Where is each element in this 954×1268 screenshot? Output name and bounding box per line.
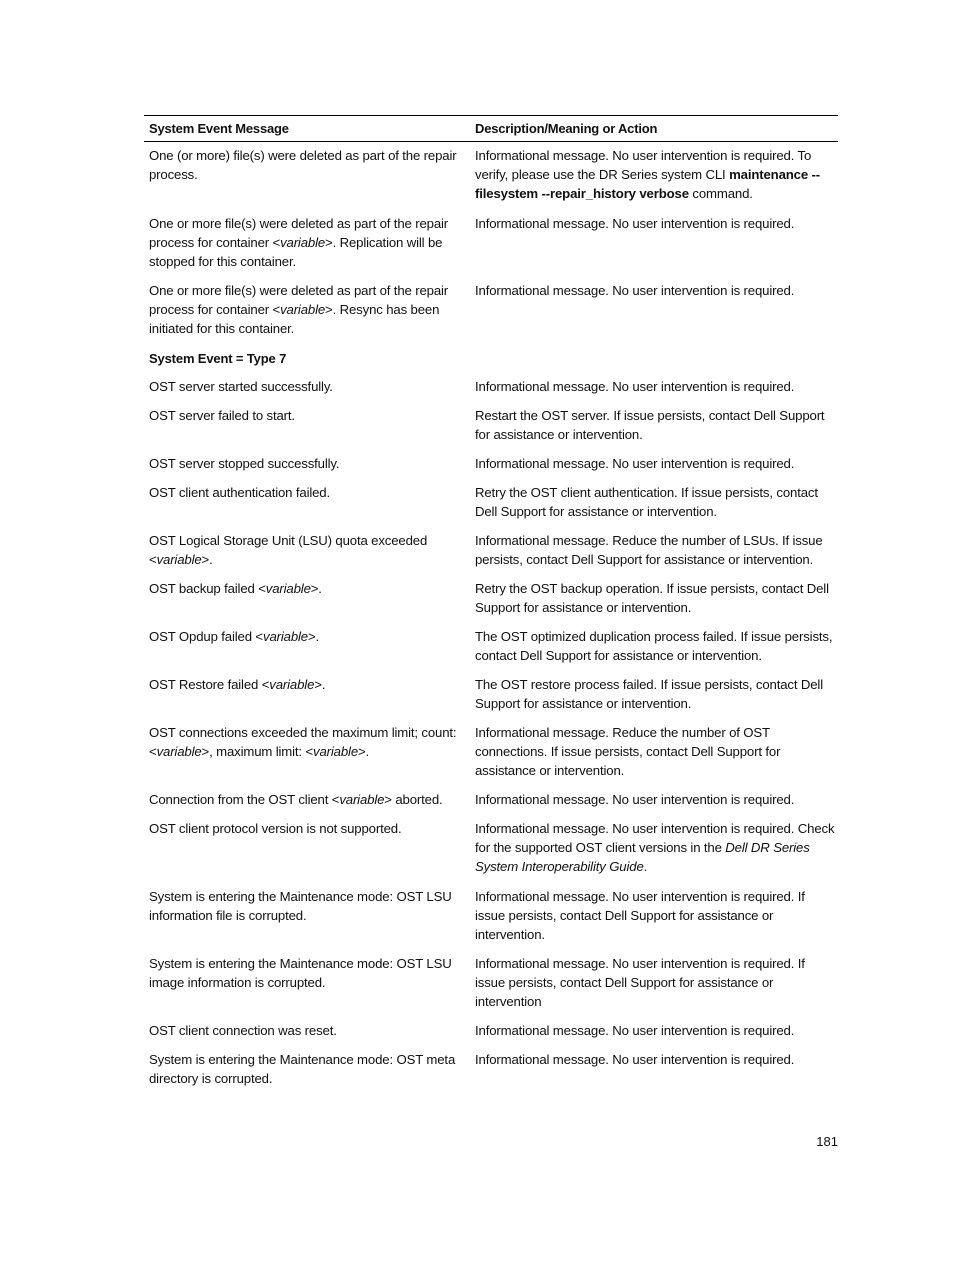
description-cell: The OST restore process failed. If issue persists, contact Dell Support for assistance or intervention. bbox=[475, 677, 823, 712]
message-cell: OST Logical Storage Unit (LSU) quota exceeded <variable>. bbox=[149, 533, 428, 568]
message-cell: OST connections exceeded the maximum limit; count: <variable>, maximum limit: <variable>. bbox=[149, 725, 457, 760]
description-cell: Retry the OST backup operation. If issue persists, contact Dell Support for assistance or intervention. bbox=[475, 581, 829, 616]
page-number: 181 bbox=[816, 1134, 838, 1149]
guide-title: Dell DR Series System Interoperability Guide bbox=[475, 840, 810, 875]
header-description: Description/Meaning or Action bbox=[475, 121, 658, 136]
message-cell: OST server started successfully. bbox=[149, 379, 333, 394]
description-cell: Informational message. No user intervention is required. bbox=[475, 1023, 795, 1038]
description-cell: Informational message. No user intervention is required. bbox=[475, 1052, 795, 1067]
message-cell: System is entering the Maintenance mode: OST meta directory is corrupted. bbox=[149, 1052, 456, 1087]
table-header bbox=[144, 116, 838, 142]
message-cell: OST client connection was reset. bbox=[149, 1023, 337, 1038]
message-cell: One or more file(s) were deleted as part of the repair process for container <variable>. Resync has been initiated for this container. bbox=[149, 283, 449, 337]
message-cell: OST server stopped successfully. bbox=[149, 456, 340, 471]
message-cell: OST Restore failed <variable>. bbox=[149, 677, 326, 692]
description-cell: Informational message. No user intervention is required. To verify, please use the DR Series system CLI maintenance --filesystem --repair_history verbose command. bbox=[475, 148, 821, 202]
description-cell: Informational message. Reduce the number of OST connections. If issue persists, contact Dell Support for assistance or intervention. bbox=[475, 725, 781, 779]
description-cell: Retry the OST client authentication. If issue persists, contact Dell Support for assistance or intervention. bbox=[475, 485, 818, 520]
message-cell: OST client authentication failed. bbox=[149, 485, 331, 500]
message-cell: OST server failed to start. bbox=[149, 408, 295, 423]
cli-command: maintenance --filesystem --repair_history verbose bbox=[475, 167, 821, 202]
header-system-event-message: System Event Message bbox=[149, 121, 289, 136]
message-cell: One or more file(s) were deleted as part of the repair process for container <variable>. Replication will be stopped for this container. bbox=[149, 216, 449, 270]
message-cell: System is entering the Maintenance mode: OST LSU image information is corrupted. bbox=[149, 956, 452, 991]
description-cell: Informational message. No user intervention is required. If issue persists, contact Dell Support for assistance or intervention. bbox=[475, 889, 805, 943]
description-cell: Informational message. No user intervention is required. bbox=[475, 456, 795, 471]
description-cell: Informational message. No user intervention is required. bbox=[475, 216, 795, 231]
description-cell: Informational message. No user intervention is required. If issue persists, contact Dell Support for assistance or intervention bbox=[475, 956, 805, 1010]
description-cell: Informational message. No user intervention is required. Check for the supported OST client versions in the Dell DR Series System Interoperability Guide. bbox=[475, 821, 835, 875]
message-cell: OST client protocol version is not supported. bbox=[149, 821, 402, 836]
message-cell: One (or more) file(s) were deleted as part of the repair process. bbox=[149, 148, 457, 183]
description-cell: The OST optimized duplication process failed. If issue persists, contact Dell Support for assistance or intervention. bbox=[475, 629, 833, 664]
description-cell: Restart the OST server. If issue persists, contact Dell Support for assistance or intervention. bbox=[475, 408, 825, 443]
description-cell: Informational message. Reduce the number of LSUs. If issue persists, contact Dell Support for assistance or intervention. bbox=[475, 533, 823, 568]
message-cell: OST Opdup failed <variable>. bbox=[149, 629, 320, 644]
section-title: System Event = Type 7 bbox=[149, 351, 287, 366]
message-cell: Connection from the OST client <variable> aborted. bbox=[149, 792, 443, 807]
event-message-table bbox=[144, 115, 838, 1087]
message-cell: System is entering the Maintenance mode: OST LSU information file is corrupted. bbox=[149, 889, 452, 924]
message-cell: OST backup failed <variable>. bbox=[149, 581, 322, 596]
description-cell: Informational message. No user intervention is required. bbox=[475, 379, 795, 394]
description-cell: Informational message. No user intervention is required. bbox=[475, 792, 795, 807]
description-cell: Informational message. No user intervention is required. bbox=[475, 283, 795, 298]
